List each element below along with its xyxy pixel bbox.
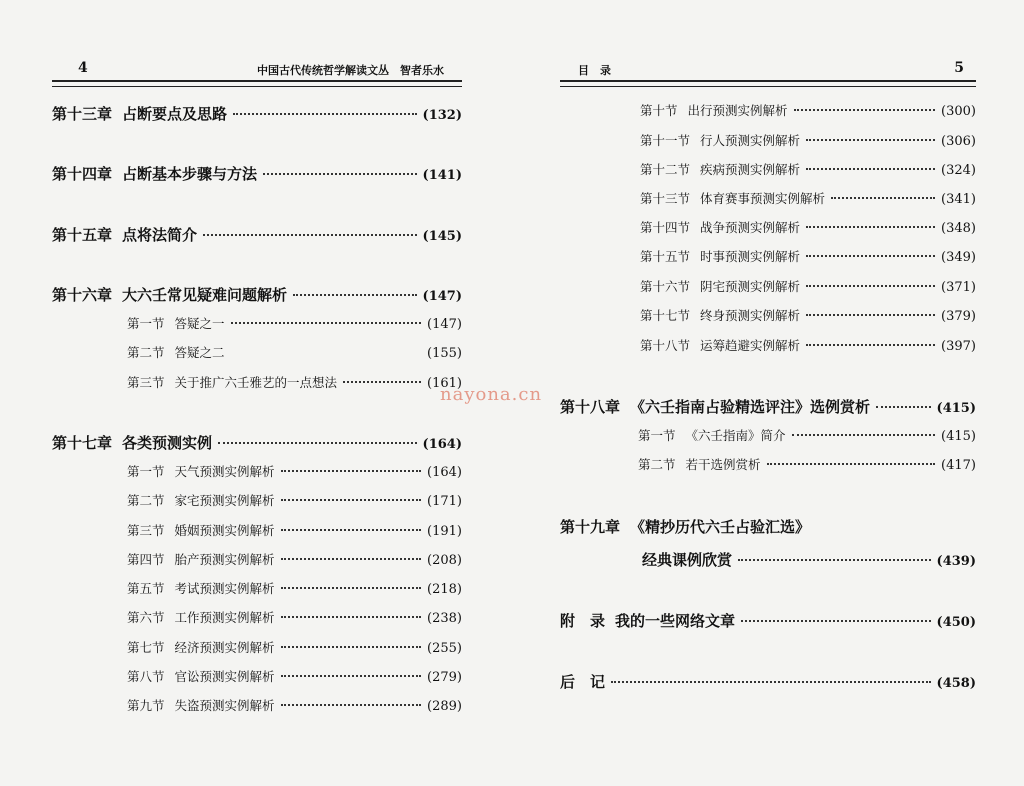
entry-page: (141) xyxy=(422,168,462,183)
entry-label: 后 记 xyxy=(560,673,606,691)
entry-label: 第八节 xyxy=(127,669,165,684)
toc-section-entry[interactable] xyxy=(127,578,462,600)
dot-leader xyxy=(231,351,422,353)
page-number: 5 xyxy=(954,60,964,76)
dot-leader xyxy=(281,499,422,501)
toc-section-entry[interactable] xyxy=(127,372,462,394)
toc-section-entry[interactable] xyxy=(640,130,976,152)
entry-label: 第十八节 xyxy=(640,338,691,353)
dot-leader xyxy=(281,616,422,618)
dot-leader xyxy=(806,314,935,316)
entry-title: 关于推广六壬雅艺的一点想法 xyxy=(174,375,338,390)
dot-leader xyxy=(831,197,935,199)
entry-label: 第二节 xyxy=(127,345,165,360)
entry-title: 《六壬指南占验精选评注》选例赏析 xyxy=(630,398,871,416)
entry-page: (147) xyxy=(427,317,462,332)
dot-leader xyxy=(611,681,931,683)
toc-section-entry[interactable] xyxy=(638,454,976,476)
dot-leader xyxy=(806,168,935,170)
entry-page: (439) xyxy=(936,554,976,569)
entry-title: 若干选例赏析 xyxy=(685,457,761,472)
entry-title: 体育赛事预测实例解析 xyxy=(700,191,826,206)
toc-section-entry[interactable] xyxy=(127,490,462,512)
entry-page: (147) xyxy=(422,289,462,304)
entry-label: 第十二节 xyxy=(640,162,691,177)
toc-section-entry[interactable] xyxy=(127,461,462,483)
dot-leader xyxy=(792,434,936,436)
entry-title: 《精抄历代六壬占验汇选》 xyxy=(630,518,811,536)
entry-page: (458) xyxy=(936,676,976,691)
entry-label: 第十九章 xyxy=(560,518,621,536)
entry-page: (279) xyxy=(427,670,462,685)
toc-chapter-entry[interactable] xyxy=(52,432,462,454)
toc-section-entry[interactable] xyxy=(127,520,462,542)
entry-page: (171) xyxy=(427,494,462,509)
toc-section-entry[interactable] xyxy=(127,342,462,364)
toc-section-entry[interactable] xyxy=(640,335,976,357)
dot-leader xyxy=(203,234,417,236)
entry-title: 占断基本步骤与方法 xyxy=(122,165,258,183)
watermark-text: nayona.cn xyxy=(440,384,543,405)
dot-leader xyxy=(218,442,417,444)
entry-page: (341) xyxy=(941,192,976,207)
toc-section-entry[interactable] xyxy=(640,305,976,327)
dot-leader xyxy=(293,294,417,296)
entry-label: 第十一节 xyxy=(640,133,691,148)
entry-label: 第九节 xyxy=(127,698,165,713)
entry-title: 工作预测实例解析 xyxy=(174,610,275,625)
toc-section-entry[interactable] xyxy=(127,666,462,688)
dot-leader xyxy=(281,587,422,589)
dot-leader xyxy=(806,344,935,346)
entry-label: 第十节 xyxy=(640,103,678,118)
entry-page: (155) xyxy=(427,346,462,361)
entry-page: (417) xyxy=(941,458,976,473)
toc-section-entry[interactable] xyxy=(640,276,976,298)
toc-section-entry[interactable] xyxy=(127,549,462,571)
entry-page: (415) xyxy=(936,401,976,416)
entry-title: 阴宅预测实例解析 xyxy=(700,279,801,294)
running-title: 目 录 xyxy=(578,64,611,77)
entry-label: 第一节 xyxy=(127,464,165,479)
toc-section-entry[interactable] xyxy=(127,637,462,659)
entry-title: 我的一些网络文章 xyxy=(615,612,736,630)
entry-page: (349) xyxy=(941,250,976,265)
dot-leader xyxy=(281,704,422,706)
dot-leader xyxy=(794,109,936,111)
toc-afterword-entry[interactable] xyxy=(560,671,976,693)
dot-leader xyxy=(343,381,421,383)
entry-page: (255) xyxy=(427,641,462,656)
left-page-header xyxy=(52,58,460,80)
entry-title: 失盗预测实例解析 xyxy=(174,698,275,713)
entry-title: 出行预测实例解析 xyxy=(687,103,788,118)
header-rule xyxy=(52,80,462,87)
entry-label: 第十四节 xyxy=(640,220,691,235)
toc-section-entry[interactable] xyxy=(640,100,976,122)
entry-page: (415) xyxy=(941,429,976,444)
entry-title: 经典课例欣赏 xyxy=(642,551,733,569)
entry-title: 婚姻预测实例解析 xyxy=(174,523,275,538)
toc-chapter-entry[interactable] xyxy=(52,224,462,246)
entry-label: 附 录 xyxy=(560,612,606,630)
entry-label: 第十五章 xyxy=(52,226,113,244)
entry-label: 第十七章 xyxy=(52,434,113,452)
dot-leader xyxy=(741,620,931,622)
toc-section-entry[interactable] xyxy=(638,425,976,447)
toc-chapter-continuation[interactable] xyxy=(642,549,976,571)
entry-title: 胎产预测实例解析 xyxy=(174,552,275,567)
entry-label: 第十六节 xyxy=(640,279,691,294)
dot-leader xyxy=(281,675,422,677)
entry-page: (218) xyxy=(427,582,462,597)
toc-appendix-entry[interactable] xyxy=(560,610,976,632)
dot-leader xyxy=(281,470,422,472)
entry-title: 考试预测实例解析 xyxy=(174,581,275,596)
entry-label: 第一节 xyxy=(638,428,676,443)
entry-page: (371) xyxy=(941,280,976,295)
entry-page: (324) xyxy=(941,163,976,178)
entry-title: 答疑之一 xyxy=(174,316,225,331)
entry-page: (397) xyxy=(941,339,976,354)
entry-label: 第六节 xyxy=(127,610,165,625)
entry-label: 第三节 xyxy=(127,523,165,538)
dot-leader xyxy=(806,255,935,257)
entry-page: (164) xyxy=(427,465,462,480)
dot-leader xyxy=(263,173,417,175)
entry-page: (238) xyxy=(427,611,462,626)
entry-label: 第五节 xyxy=(127,581,165,596)
entry-label: 第三节 xyxy=(127,375,165,390)
entry-page: (300) xyxy=(941,104,976,119)
entry-label: 第十八章 xyxy=(560,398,621,416)
entry-page: (145) xyxy=(422,229,462,244)
dot-leader xyxy=(281,558,422,560)
toc-chapter-entry[interactable] xyxy=(52,284,462,306)
entry-title: 天气预测实例解析 xyxy=(174,464,275,479)
toc-section-entry[interactable] xyxy=(127,313,462,335)
dot-leader xyxy=(281,529,422,531)
entry-label: 第十四章 xyxy=(52,165,113,183)
entry-page: (450) xyxy=(936,615,976,630)
entry-page: (348) xyxy=(941,221,976,236)
entry-page: (191) xyxy=(427,524,462,539)
entry-label: 第十三节 xyxy=(640,191,691,206)
dot-leader xyxy=(231,322,422,324)
entry-label: 第十五节 xyxy=(640,249,691,264)
right-page xyxy=(512,0,1024,786)
entry-page: (379) xyxy=(941,309,976,324)
entry-page: (289) xyxy=(427,699,462,714)
entry-title: 时事预测实例解析 xyxy=(700,249,801,264)
dot-leader xyxy=(281,646,422,648)
entry-title: 《六壬指南》简介 xyxy=(685,428,786,443)
entry-title: 各类预测实例 xyxy=(122,434,213,452)
dot-leader xyxy=(876,406,931,408)
entry-label: 第四节 xyxy=(127,552,165,567)
entry-title: 点将法简介 xyxy=(122,226,198,244)
toc-chapter-entry[interactable] xyxy=(560,516,810,538)
dot-leader xyxy=(767,463,936,465)
entry-page: (306) xyxy=(941,134,976,149)
toc-chapter-entry[interactable] xyxy=(52,163,462,185)
entry-label: 第十三章 xyxy=(52,105,113,123)
entry-title: 家宅预测实例解析 xyxy=(174,493,275,508)
running-title: 中国古代传统哲学解读文丛 智者乐水 xyxy=(257,64,444,77)
dot-leader xyxy=(233,113,417,115)
entry-label: 第二节 xyxy=(127,493,165,508)
entry-page: (208) xyxy=(427,553,462,568)
toc-section-entry[interactable] xyxy=(640,217,976,239)
entry-page: (161) xyxy=(427,376,462,391)
entry-title: 运筹趋避实例解析 xyxy=(700,338,801,353)
entry-title: 官讼预测实例解析 xyxy=(174,669,275,684)
entry-title: 行人预测实例解析 xyxy=(700,133,801,148)
header-rule xyxy=(560,80,976,87)
entry-label: 第七节 xyxy=(127,640,165,655)
entry-title: 疾病预测实例解析 xyxy=(700,162,801,177)
entry-label: 第二节 xyxy=(638,457,676,472)
page-number: 4 xyxy=(78,60,88,76)
entry-title: 终身预测实例解析 xyxy=(700,308,801,323)
dot-leader xyxy=(806,226,935,228)
toc-section-entry[interactable] xyxy=(640,246,976,268)
entry-page: (164) xyxy=(422,437,462,452)
entry-title: 占断要点及思路 xyxy=(122,105,228,123)
entry-page: (132) xyxy=(422,108,462,123)
entry-title: 答疑之二 xyxy=(174,345,225,360)
toc-chapter-entry[interactable] xyxy=(560,396,976,418)
dot-leader xyxy=(806,285,935,287)
entry-title: 大六壬常见疑难问题解析 xyxy=(122,286,288,304)
toc-section-entry[interactable] xyxy=(640,159,976,181)
toc-section-entry[interactable] xyxy=(640,188,976,210)
entry-label: 第十六章 xyxy=(52,286,113,304)
dot-leader xyxy=(738,559,931,561)
toc-section-entry[interactable] xyxy=(127,695,462,717)
entry-label: 第十七节 xyxy=(640,308,691,323)
right-page-header xyxy=(560,58,974,80)
entry-label: 第一节 xyxy=(127,316,165,331)
dot-leader xyxy=(806,139,935,141)
toc-chapter-entry[interactable] xyxy=(52,103,462,125)
entry-title: 战争预测实例解析 xyxy=(700,220,801,235)
toc-section-entry[interactable] xyxy=(127,607,462,629)
entry-title: 经济预测实例解析 xyxy=(174,640,275,655)
